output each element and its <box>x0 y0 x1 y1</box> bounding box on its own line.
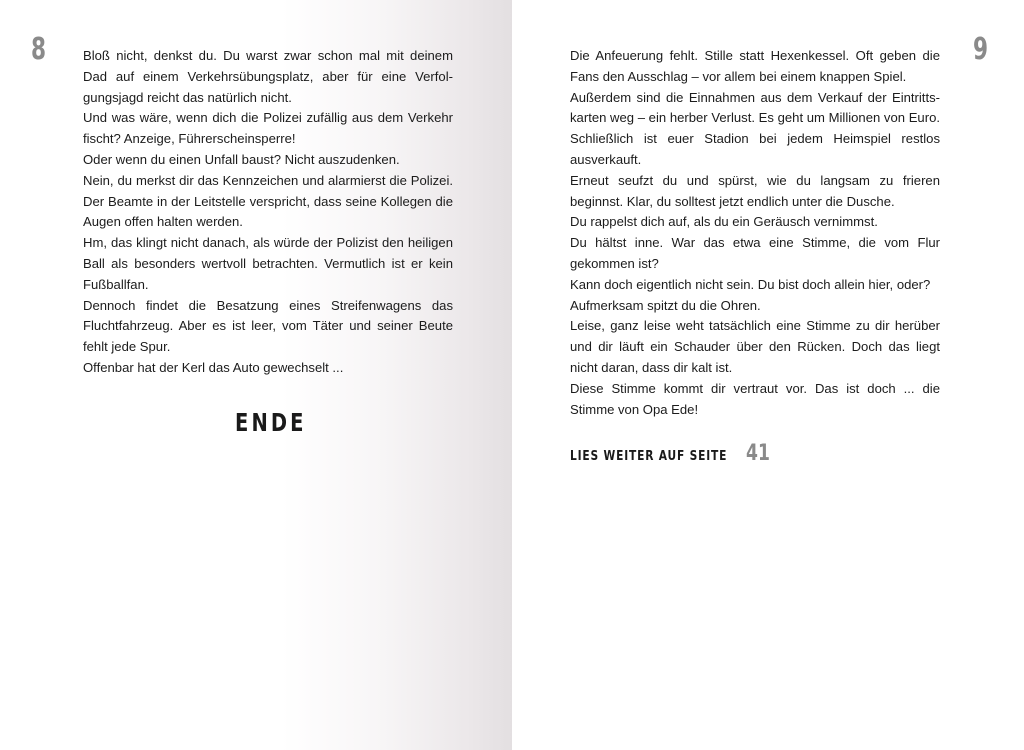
left-page-text <box>83 46 453 379</box>
page-number-left: 8 <box>31 32 46 67</box>
paragraph: Du rappelst dich auf, als du ein Geräusch vernimmst. <box>570 214 878 230</box>
paragraph: Diese Stimme kommt dir vertraut vor. Das ist doch ... die Stimme von Opa Ede! <box>570 380 940 417</box>
paragraph: Und was wäre, wenn dich die Polizei zufällig aus dem Verkehr fischt? Anzeige, Führerscheinsperre! <box>83 110 453 147</box>
right-page <box>512 0 1024 750</box>
right-page-text <box>570 46 940 420</box>
paragraph: Nein, du merkst dir das Kennzeichen und alarmierst die Polizei. Der Beamte in der Leitstelle verspricht, dass seine Kollegen die Augen offen halten werden. <box>83 172 453 230</box>
paragraph: Offenbar hat der Kerl das Auto gewechselt ... <box>83 359 344 375</box>
continue-label: LIES WEITER AUF SEITE <box>570 449 728 464</box>
end-heading: ENDE <box>235 408 307 437</box>
paragraph: Kann doch eigentlich nicht sein. Du bist doch allein hier, oder? <box>570 276 931 292</box>
continue-page-number[interactable]: 41 <box>745 441 770 466</box>
paragraph: Außerdem sind die Einnahmen aus dem Verkauf der Eintrittskarten weg – ein herber Verlust. Es geht um Millionen von Euro. Schließlich ist euer Stadion bei jedem Heimspiel restlos ausverkauft. <box>570 89 940 167</box>
page-number-right: 9 <box>973 32 988 67</box>
paragraph: Aufmerksam spitzt du die Ohren. <box>570 297 761 313</box>
paragraph: Bloß nicht, denkst du. Du warst zwar schon mal mit deinem Dad auf einem Verkehrsübungsplatz, aber für eine Verfolgungsjagd reicht das natürlich nicht. <box>83 48 453 105</box>
paragraph: Die Anfeuerung fehlt. Stille statt Hexenkessel. Oft geben die Fans den Ausschlag – vor allem bei einem knappen Spiel. <box>570 48 940 84</box>
paragraph: Leise, ganz leise weht tatsächlich eine Stimme zu dir herüber und dir läuft ein Schauder über den Rücken. Doch das liegt nicht daran, dass dir kalt ist. <box>570 318 940 375</box>
paragraph: Oder wenn du einen Unfall baust? Nicht auszudenken. <box>83 151 400 167</box>
continue-reading <box>570 441 776 466</box>
paragraph: Hm, das klingt nicht danach, als würde der Polizist den heiligen Ball als besonders wertvoll betrachten. Vermutlich ist er kein Fußballfan. <box>83 235 453 292</box>
paragraph: Erneut seufzt du und spürst, wie du langsam zu frieren beginnst. Klar, du solltest jetzt endlich unter die Dusche. <box>570 172 940 209</box>
paragraph: Dennoch findet die Besatzung eines Streifenwagens das Fluchtfahrzeug. Aber es ist leer, vom Täter und seiner Beute fehlt jede Spur. <box>83 297 453 355</box>
paragraph: Du hältst inne. War das etwa eine Stimme, die vom Flur gekommen ist? <box>570 235 940 271</box>
